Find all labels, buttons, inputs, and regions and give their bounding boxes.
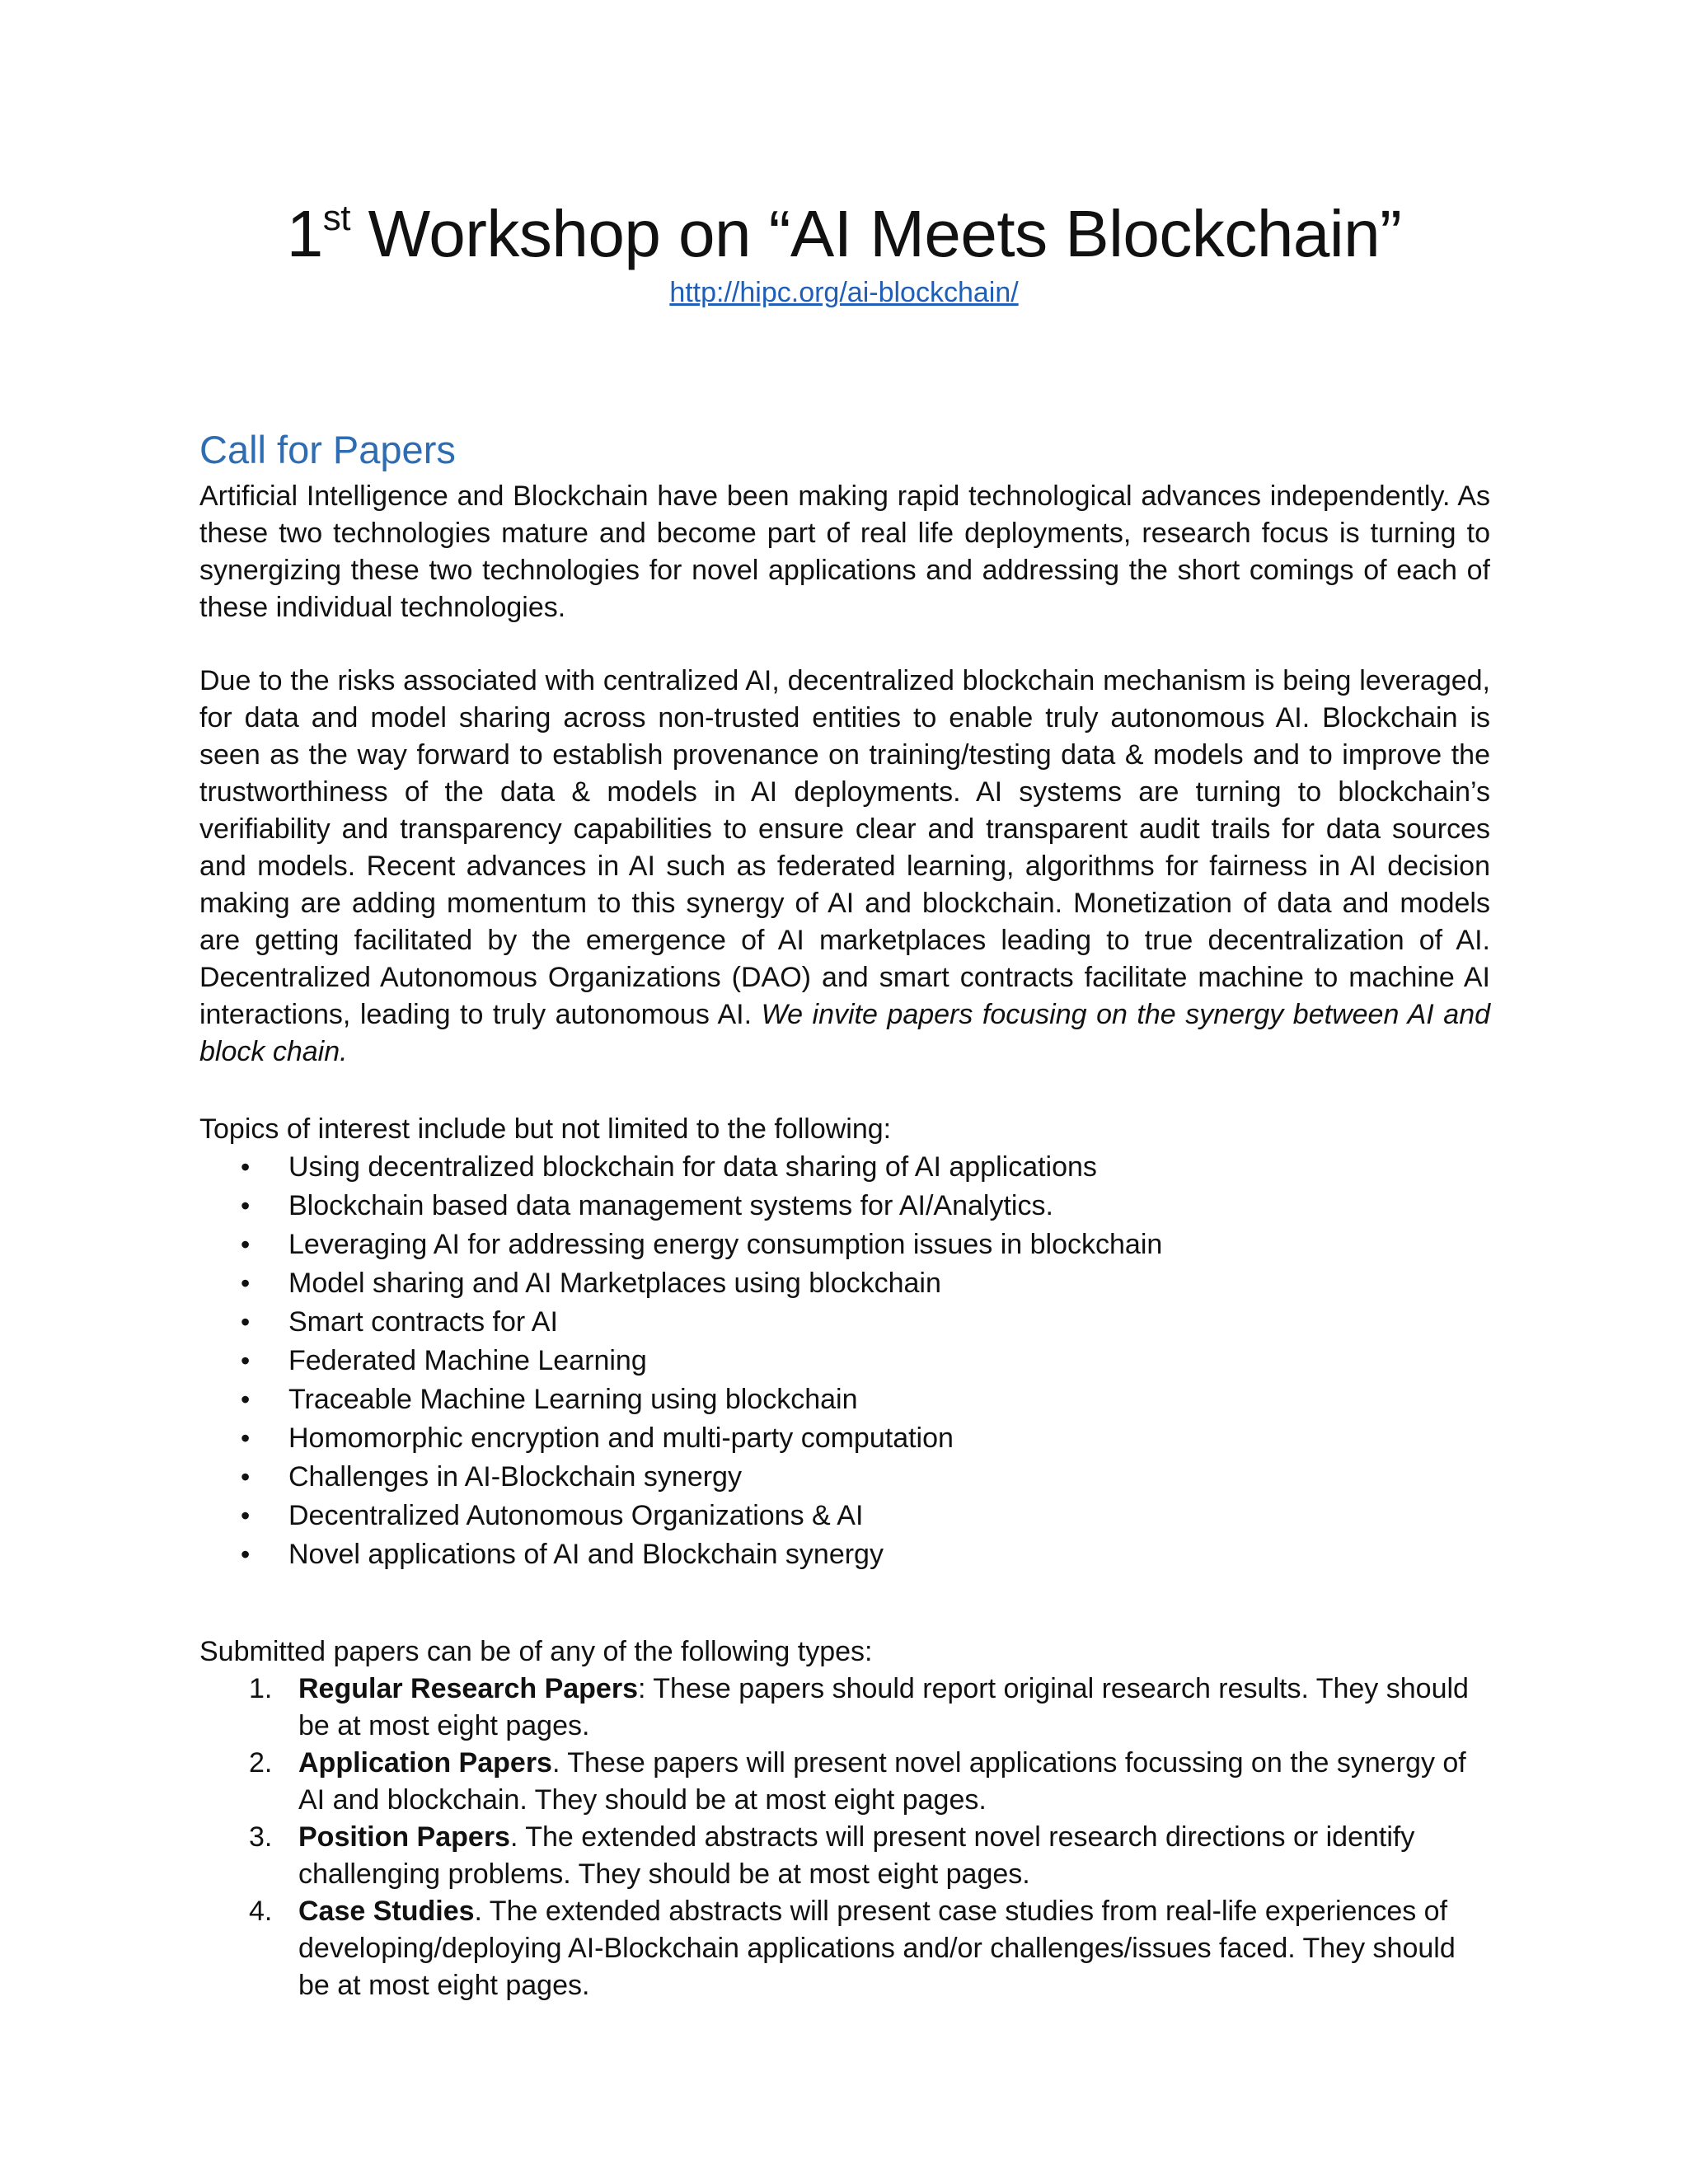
- item-number: 4.: [249, 1896, 273, 1928]
- title-block: [0, 196, 1688, 309]
- bullet-icon: •: [241, 1152, 251, 1183]
- call-for-papers-heading: Call for Papers: [199, 428, 456, 471]
- motivation-paragraph: [199, 663, 1490, 1071]
- intro-paragraph: Artificial Intelligence and Blockchain have been making rapid technological advances independently. As these two technologies mature and become part of real life deployments, research focus is turning to synergizing these two technologies for novel applications and addressing the short comings of each of these individual technologies.: [199, 480, 1490, 624]
- title-number: 1: [286, 197, 323, 270]
- topic-item: [199, 1303, 1490, 1342]
- motivation-text: Due to the risks associated with centralized AI, decentralized blockchain mechanism is being leveraged, for data and model sharing across non-trusted entities to enable truly autonomous AI. Blockchain is seen as the way forward to establish provenance on training/testing data & models and to improve the trustworthiness of the data & models in AI deployments. AI systems are turning to blockchain’s verifiability and transparency capabilities to ensure clear and transparent audit trails for data sources and models. Recent advances in AI such as federated learning, algorithms for fairness in AI decision making are adding momentum to this synergy of AI and blockchain. Monetization of data and models are getting facilitated by the emergence of AI marketplaces leading to true decentralization of AI. Decentralized Autonomous Organizations (DAO) and smart contracts facilitate machine to machine AI interactions, leading to truly autonomous AI.: [199, 665, 1490, 1031]
- topic-text: Smart contracts for AI: [288, 1306, 558, 1338]
- paper-type-name: Position Papers: [298, 1821, 510, 1854]
- paper-type-description: . The extended abstracts will present novel research directions or identify challenging problems. They should be at most eight pages.: [298, 1821, 1415, 1891]
- item-number: 1.: [249, 1673, 273, 1705]
- topic-item: [199, 1497, 1490, 1535]
- topic-item: [199, 1419, 1490, 1458]
- topics-intro: Topics of interest include but not limited to the following:: [199, 1113, 892, 1146]
- topic-text: Decentralized Autonomous Organizations & AI: [288, 1500, 864, 1532]
- topic-text: Novel applications of AI and Blockchain synergy: [288, 1539, 884, 1571]
- topic-text: Challenges in AI-Blockchain synergy: [288, 1461, 742, 1493]
- bullet-icon: •: [241, 1268, 251, 1299]
- paper-type-item: [199, 1745, 1490, 1819]
- paper-type-item: [199, 1819, 1490, 1893]
- topic-text: Traceable Machine Learning using blockchain: [288, 1384, 858, 1416]
- page-title: [0, 196, 1688, 272]
- paper-types-list: [199, 1671, 1490, 2004]
- invitation-statement: We invite papers focusing on the synergy between AI and block chain.: [199, 999, 1491, 1068]
- main-content: [199, 427, 1490, 2004]
- paper-type-name: Case Studies: [298, 1896, 475, 1928]
- bullet-icon: •: [241, 1230, 251, 1260]
- topic-item: [199, 1187, 1490, 1226]
- topic-text: Federated Machine Learning: [288, 1345, 647, 1377]
- topic-item: [199, 1148, 1490, 1187]
- topic-text: Leveraging AI for addressing energy consumption issues in blockchain: [288, 1229, 1163, 1261]
- topic-text: Blockchain based data management systems for AI/Analytics.: [288, 1190, 1053, 1222]
- bullet-icon: •: [241, 1385, 251, 1415]
- topics-list: [199, 1148, 1490, 1574]
- topic-item: [199, 1226, 1490, 1264]
- paper-types-intro: Submitted papers can be of any of the following types:: [199, 1636, 873, 1668]
- workshop-url-link[interactable]: http://hipc.org/ai-blockchain/: [669, 277, 1019, 308]
- topic-item: [199, 1342, 1490, 1380]
- paper-type-name: Regular Research Papers: [298, 1673, 638, 1705]
- bullet-icon: •: [241, 1191, 251, 1221]
- paper-type-description: . The extended abstracts will present case studies from real-life experiences of developing/deploying AI-Blockchain applications and/or challenges/issues faced. They should be at most eight pages.: [298, 1896, 1456, 2002]
- paper-type-item: [199, 1893, 1490, 2004]
- topic-text: Homomorphic encryption and multi-party computation: [288, 1422, 954, 1455]
- item-number: 2.: [249, 1747, 273, 1779]
- bullet-icon: •: [241, 1346, 251, 1376]
- bullet-icon: •: [241, 1501, 251, 1531]
- topic-item: [199, 1458, 1490, 1497]
- topic-text: Model sharing and AI Marketplaces using blockchain: [288, 1268, 941, 1300]
- bullet-icon: •: [241, 1540, 251, 1570]
- item-number: 3.: [249, 1821, 273, 1854]
- topic-text: Using decentralized blockchain for data sharing of AI applications: [288, 1151, 1097, 1183]
- paper-type-name: Application Papers: [298, 1747, 552, 1779]
- topic-item: [199, 1264, 1490, 1303]
- topic-item: [199, 1535, 1490, 1574]
- paper-type-item: [199, 1671, 1490, 1745]
- bullet-icon: •: [241, 1307, 251, 1338]
- topic-item: [199, 1380, 1490, 1419]
- bullet-icon: •: [241, 1423, 251, 1454]
- paper-type-description: : These papers should report original research results. They should be at most eight pages.: [298, 1673, 1469, 1742]
- paper-type-description: . These papers will present novel applications focussing on the synergy of AI and blockchain. They should be at most eight pages.: [298, 1747, 1466, 1816]
- title-ordinal-suffix: st: [322, 198, 350, 238]
- bullet-icon: •: [241, 1462, 251, 1493]
- title-text: Workshop on “AI Meets Blockchain”: [349, 197, 1402, 270]
